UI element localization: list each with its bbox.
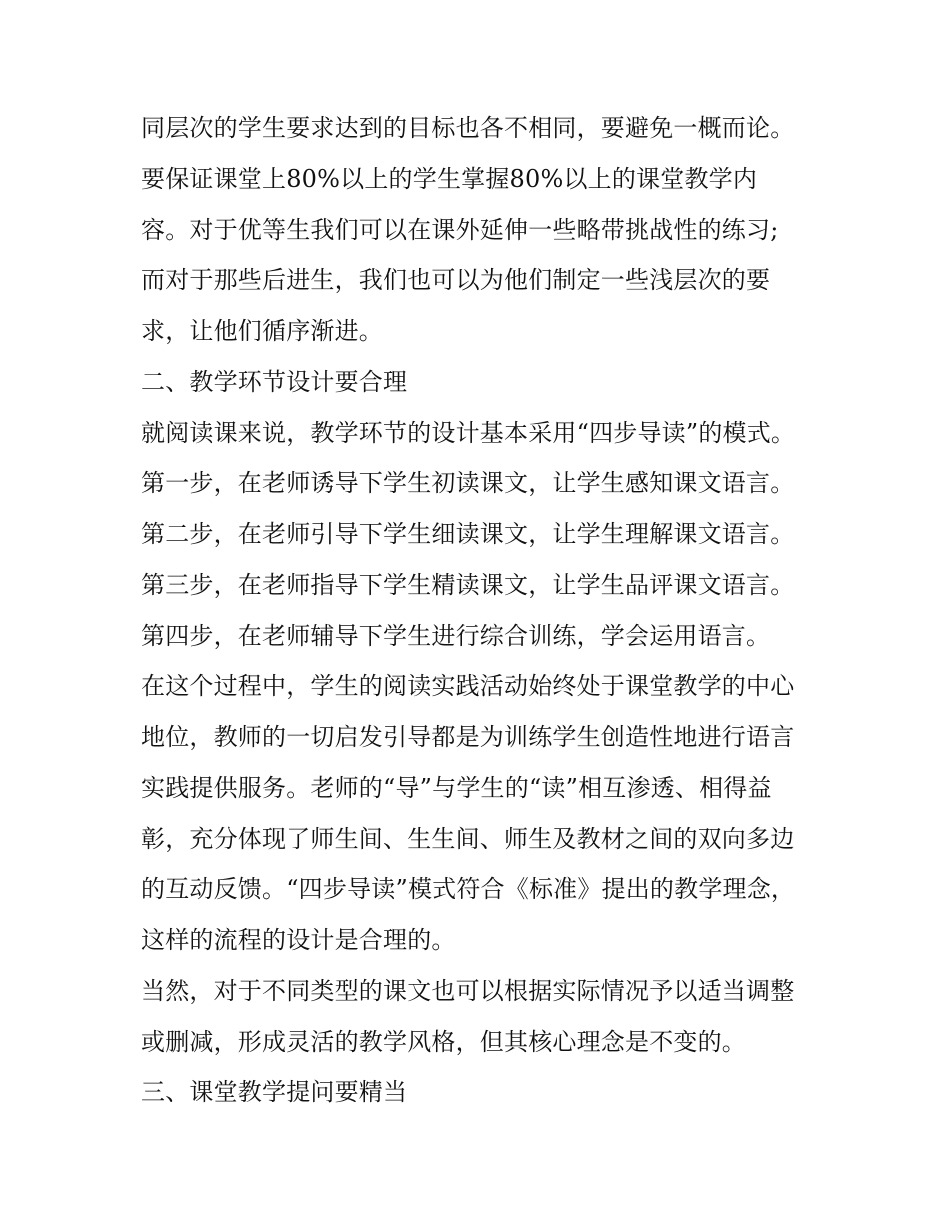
paragraph-line: 而对于那些后进生，我们也可以为他们制定一些浅层次的要	[141, 266, 771, 295]
paragraph-line: 第二步，在老师引导下学生细读课文，让学生理解课文语言。	[141, 520, 795, 548]
section-heading: 三、课堂教学提问要精当	[141, 1078, 408, 1107]
paragraph-line: 容。对于优等生我们可以在课外延伸一些略带挑战性的练习;	[141, 215, 779, 244]
paragraph-line: 彰，充分体现了师生间、生生间、师生及教材之间的双向多边	[141, 824, 795, 853]
paragraph-line: 第三步，在老师指导下学生精读课文，让学生品评课文语言。	[141, 570, 795, 599]
document-body	[141, 103, 841, 1118]
section-heading: 二、教学环节设计要合理	[141, 367, 408, 396]
paragraph-line: 的互动反馈。“四步导读”模式符合《标准》提出的教学理念，	[141, 875, 796, 904]
paragraph-line: 地位，教师的一切启发引导都是为训练学生创造性地进行语言	[141, 723, 795, 751]
paragraph-line: 就阅读课来说，教学环节的设计基本采用“四步导读”的模式。	[141, 418, 796, 447]
paragraph-line: 当然，对于不同类型的课文也可以根据实际情况予以适当调整	[141, 976, 795, 1005]
paragraph-line: 第四步，在老师辅导下学生进行综合训练，学会运用语言。	[141, 621, 771, 650]
paragraph-line: 实践提供服务。老师的“导”与学生的“读”相互渗透、相得益	[141, 773, 772, 802]
paragraph-line: 求，让他们循序渐进。	[141, 317, 383, 345]
paragraph-line: 同层次的学生要求达到的目标也各不相同，要避免一概而论。	[141, 114, 795, 142]
paragraph-line: 这样的流程的设计是合理的。	[141, 926, 456, 954]
paragraph-line: 在这个过程中，学生的阅读实践活动始终处于课堂教学的中心	[141, 672, 795, 701]
paragraph-line: 要保证课堂上80%以上的学生掌握80%以上的课堂教学内	[141, 164, 758, 193]
paragraph-line: 或删减，形成灵活的教学风格，但其核心理念是不变的。	[141, 1027, 746, 1056]
paragraph-line: 第一步，在老师诱导下学生初读课文，让学生感知课文语言。	[141, 469, 795, 498]
